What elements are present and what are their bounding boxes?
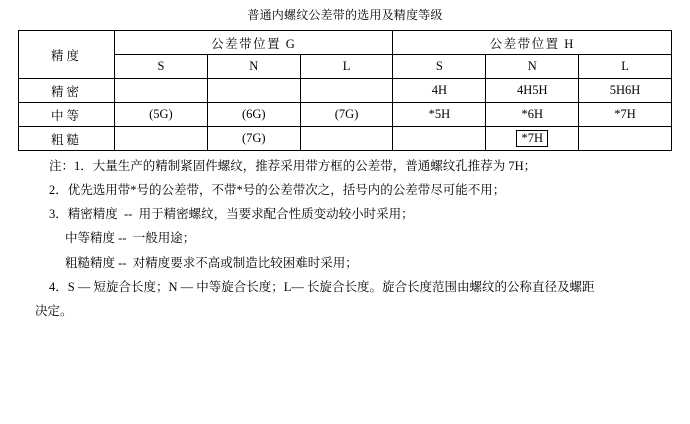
note-item: 决定。 (35, 303, 73, 318)
header-g-n: N (207, 55, 300, 79)
cell-precise-g-n (207, 79, 300, 103)
row-label-medium: 中等 (19, 103, 115, 127)
note-item: 粗糙精度 -- 对精度要求不高或制造比较困难时采用； (65, 255, 358, 270)
cell-medium-g-n: (6G) (207, 103, 300, 127)
cell-precise-g-l (300, 79, 393, 103)
cell-coarse-g-l (300, 127, 393, 151)
cell-coarse-h-n (486, 127, 579, 151)
boxed-value: *7H (516, 130, 548, 147)
cell-precise-h-s: 4H (393, 79, 486, 103)
cell-coarse-g-n: (7G) (207, 127, 300, 151)
cell-precise-h-n: 4H5H (486, 79, 579, 103)
header-precision: 精度 (19, 31, 115, 79)
table-row (19, 103, 672, 127)
header-h-l: L (579, 55, 672, 79)
row-label-coarse: 粗糙 (19, 127, 115, 151)
cell-medium-g-s: (5G) (115, 103, 208, 127)
cell-medium-h-n: *6H (486, 103, 579, 127)
row-label-precise: 精密 (19, 79, 115, 103)
header-h-n: N (486, 55, 579, 79)
cell-precise-g-s (115, 79, 208, 103)
note-item: 注：1．大量生产的精制紧固件螺纹，推荐采用带方框的公差带，普通螺纹孔推荐为 7H； (49, 159, 537, 173)
header-group-g: 公差带位置 G (115, 31, 393, 55)
document-page (0, 6, 690, 424)
cell-coarse-g-s (115, 127, 208, 151)
tolerance-grade-table (18, 30, 672, 151)
cell-medium-g-l: (7G) (300, 103, 393, 127)
header-g-s: S (115, 55, 208, 79)
note-item: 中等精度 -- 一般用途； (65, 231, 196, 246)
cell-coarse-h-s (393, 127, 486, 151)
page-title: 普通内螺纹公差带的选用及精度等级 (247, 8, 443, 22)
header-g-l: L (300, 55, 393, 79)
table-header-row-1 (19, 31, 672, 55)
notes-section (25, 160, 665, 318)
cell-medium-h-s: *5H (393, 103, 486, 127)
table-row (19, 79, 672, 103)
cell-medium-h-l: *7H (579, 103, 672, 127)
note-item: 4．S — 短旋合长度；N — 中等旋合长度；L— 长旋合长度。旋合长度范围由螺纹的公称直径及螺距 (49, 279, 595, 294)
table-row (19, 127, 672, 151)
cell-coarse-h-l (579, 127, 672, 151)
note-item: 3．精密精度 -- 用于精密螺纹，当要求配合性质变动较小时采用； (49, 207, 414, 222)
note-item: 2．优先选用带*号的公差带，不带*号的公差带次之，括号内的公差带尽可能不用； (49, 183, 506, 198)
table-header-row-2 (19, 55, 672, 79)
header-h-s: S (393, 55, 486, 79)
cell-precise-h-l: 5H6H (579, 79, 672, 103)
header-group-h: 公差带位置 H (393, 31, 672, 55)
